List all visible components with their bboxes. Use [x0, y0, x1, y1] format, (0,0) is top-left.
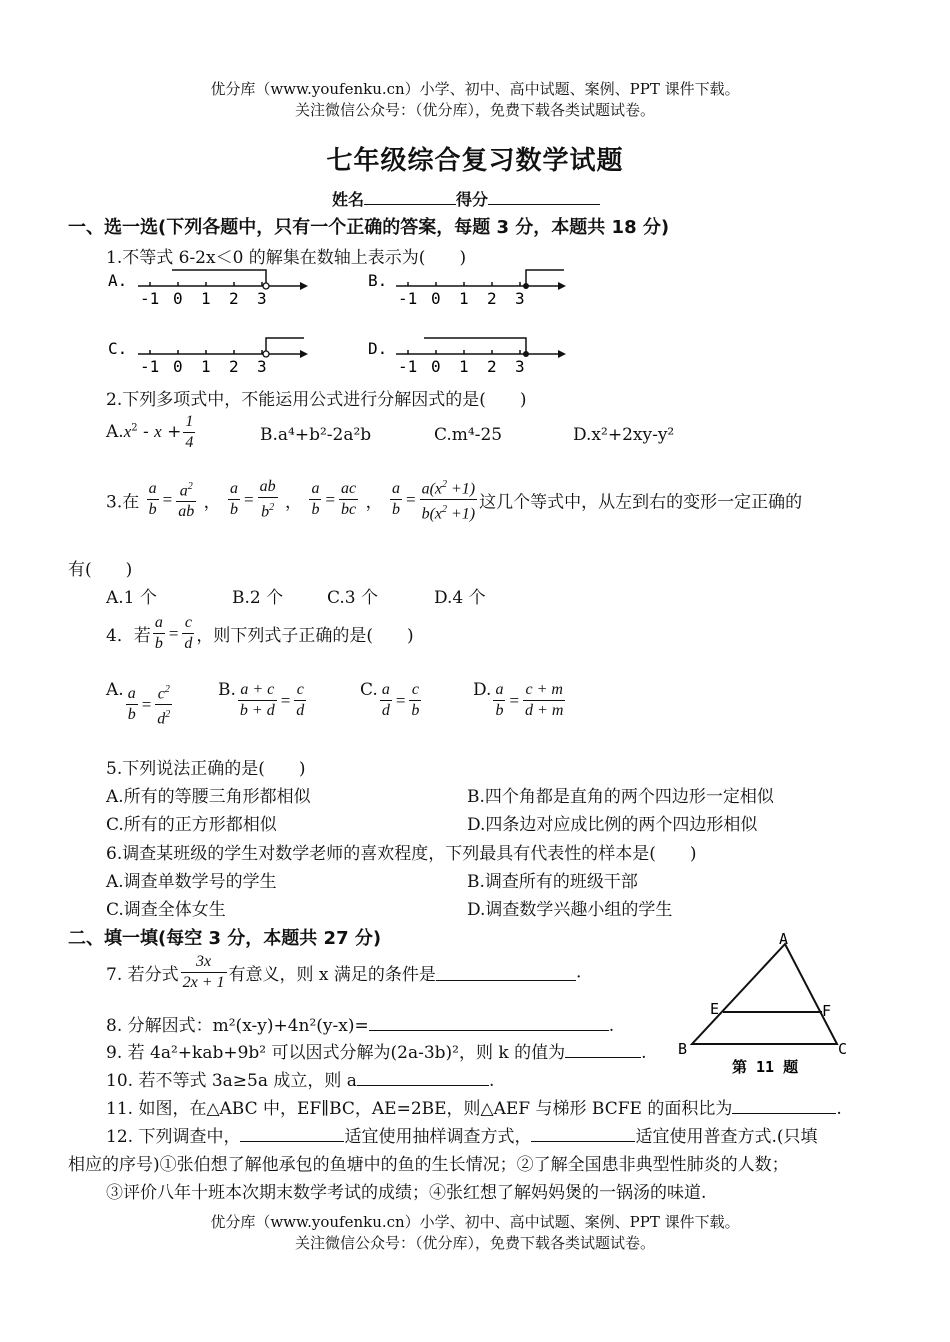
- figure-caption: 第 11 题: [732, 1058, 799, 1076]
- q3-option-a: A.1 个: [106, 588, 157, 608]
- footer-line-2: 关注微信公众号：（优分库），免费下载各类试题试卷。: [294, 1234, 655, 1252]
- svg-text:1: 1: [459, 357, 469, 376]
- q1-number-lines: [100, 264, 580, 376]
- point-f-label: F: [822, 1002, 832, 1020]
- svg-text:-1: -1: [398, 357, 418, 376]
- svg-text:2: 2: [229, 357, 239, 376]
- header-line-2: 关注微信公众号：（优分库），免费下载各类试题试卷。: [294, 101, 655, 119]
- q9: 9. 若 4a²+kab+9b² 可以因式分解为(2a-3b)²，则 k 的值为 .: [106, 1043, 647, 1063]
- q11-answer-blank[interactable]: [732, 1097, 836, 1114]
- q6-option-a: A.调查单数学号的学生: [106, 872, 277, 892]
- q8-answer-blank[interactable]: [369, 1014, 609, 1031]
- svg-text:0: 0: [431, 289, 441, 308]
- number-line-d: [368, 338, 566, 376]
- triangle-abc: [692, 944, 837, 1044]
- q11-triangle-figure: [672, 932, 862, 1080]
- svg-text:3: 3: [257, 289, 267, 308]
- svg-text:1: 1: [201, 357, 211, 376]
- q5-option-a: A.所有的等腰三角形都相似: [106, 787, 311, 807]
- q1-stem: 1.不等式 6-2x＜0 的解集在数轴上表示为( ): [106, 248, 467, 268]
- svg-text:2: 2: [487, 289, 497, 308]
- name-label: 姓名: [332, 190, 365, 209]
- q2-stem: 2.下列多项式中，不能运用公式进行分解因式的是( ): [106, 390, 527, 410]
- q2-option-d: D.x²+2xy-y²: [573, 425, 675, 445]
- svg-text:2: 2: [229, 289, 239, 308]
- q12-blank-1[interactable]: [240, 1125, 344, 1142]
- number-line-c: [108, 338, 308, 376]
- q5-stem: 5.下列说法正确的是( ): [106, 759, 306, 779]
- svg-text:1: 1: [201, 289, 211, 308]
- q6-option-b: B.调查所有的班级干部: [467, 872, 638, 892]
- option-d-label: D.: [368, 339, 388, 358]
- q6-option-d: D.调查数学兴趣小组的学生: [467, 900, 673, 920]
- option-a-label: A.: [108, 271, 128, 290]
- svg-text:-1: -1: [140, 357, 160, 376]
- q4-option-a: A. $\frac{a}{b}$ = $\frac{c^2}{d^2}$: [106, 680, 171, 728]
- svg-text:0: 0: [173, 357, 183, 376]
- point-e-label: E: [710, 1000, 720, 1018]
- svg-text:3: 3: [515, 357, 525, 376]
- number-line-a: [108, 270, 308, 308]
- header-line-1: 优分库（www.youfenku.cn）小学、初中、高中试题、案例、PPT 课件下载。: [210, 80, 740, 98]
- q12-line-1: 12. 下列调查中， 适宜使用抽样调查方式， 适宜使用普查方式.(只填: [106, 1127, 818, 1147]
- q4-stem: 4．若 $\frac{a}{b}$ = $\frac{c}{d}$ ，则下列式子正确的是( ): [106, 614, 414, 652]
- q4-option-c: C. $\frac{a}{d}$ = $\frac{c}{b}$: [360, 680, 420, 719]
- svg-text:0: 0: [173, 289, 183, 308]
- q5-option-d: D.四条边对应成比例的两个四边形相似: [467, 815, 758, 835]
- q10: 10. 若不等式 3a≥5a 成立，则 a .: [106, 1071, 495, 1091]
- score-blank[interactable]: [488, 188, 600, 205]
- svg-text:0: 0: [431, 357, 441, 376]
- section-1-heading: 一、选一选(下列各题中，只有一个正确的答案，每题 3 分，本题共 18 分): [68, 217, 670, 238]
- q12-blank-2[interactable]: [531, 1125, 635, 1142]
- name-score-line: [332, 187, 600, 210]
- q12-line-3: ③评价八年十班本次期末数学考试的成绩；④张红想了解妈妈煲的一锅汤的味道.: [106, 1183, 707, 1203]
- q3-option-d: D.4 个: [434, 588, 486, 608]
- footer-line-1: 优分库（www.youfenku.cn）小学、初中、高中试题、案例、PPT 课件下载。: [210, 1213, 740, 1231]
- svg-text:-1: -1: [140, 289, 160, 308]
- svg-text:-1: -1: [398, 289, 418, 308]
- section-2-heading: 二、填一填(每空 3 分，本题共 27 分): [68, 928, 382, 949]
- svg-text:3: 3: [515, 289, 525, 308]
- q2-option-a: $A.x^2$ - x + $\frac{1}{4}$: [106, 413, 194, 451]
- q4-option-d: D. $\frac{a}{b}$ = $\frac{c + m}{d + m}$: [473, 680, 564, 719]
- q8: 8. 分解因式：m²(x-y)+4n²(y-x)= .: [106, 1016, 615, 1036]
- q3-line: 3.在 $\frac{a}{b}$ = $\frac{a^2}{ab}$ ， $\frac{a}{b}$ = $\frac{ab}{b^2}$ ， $\frac{a}{b}$ = $\frac{ac}{bc}$ ， $\frac{a}{b}$ = $\frac{a(x^2 +1)}{b(x^2 +1)}$ 这几个等式中，从左到右的变形一定正确的: [106, 475, 802, 525]
- q2-option-c: C.m⁴-25: [434, 425, 503, 445]
- svg-text:3: 3: [257, 357, 267, 376]
- q12-line-2: 相应的序号)①张伯想了解他承包的鱼塘中的鱼的生长情况；②了解全国患非典型性肺炎的人数；: [68, 1155, 789, 1175]
- q3-option-c: C.3 个: [327, 588, 379, 608]
- name-blank[interactable]: [364, 188, 456, 205]
- svg-text:1: 1: [459, 289, 469, 308]
- q6-option-c: C.调查全体女生: [106, 900, 226, 920]
- q5-option-c: C.所有的正方形都相似: [106, 815, 277, 835]
- vertex-c-label: C: [838, 1040, 848, 1058]
- svg-text:2: 2: [487, 357, 497, 376]
- q11: 11. 如图，在△ABC 中，EF∥BC，AE=2BE，则△AEF 与梯形 BCFE 的面积比为 .: [106, 1099, 842, 1119]
- number-line-b: [368, 270, 566, 308]
- q6-stem: 6.调查某班级的学生对数学老师的喜欢程度，下列最具有代表性的样本是( ): [106, 844, 697, 864]
- q9-answer-blank[interactable]: [565, 1041, 641, 1058]
- q2-option-b: B.a⁴+b²-2a²b: [260, 425, 372, 445]
- q7: 7. 若分式 $\frac{3x}{2x + 1}$ 有意义，则 x 满足的条件是 .: [106, 953, 582, 991]
- vertex-a-label: A: [779, 932, 789, 948]
- page-title: 七年级综合复习数学试题: [326, 146, 624, 176]
- vertex-b-label: B: [678, 1040, 688, 1058]
- q5-option-b: B.四个角都是直角的两个四边形一定相似: [467, 787, 774, 807]
- q4-option-b: B. $\frac{a + c}{b + d}$ = $\frac{c}{d}$: [218, 680, 305, 719]
- q3-continuation: 有( ): [68, 560, 133, 580]
- q3-option-b: B.2 个: [232, 588, 284, 608]
- option-b-label: B.: [368, 271, 388, 290]
- score-label: 得分: [456, 190, 489, 209]
- q7-answer-blank[interactable]: [436, 964, 576, 981]
- option-c-label: C.: [108, 339, 128, 358]
- q10-answer-blank[interactable]: [357, 1069, 489, 1086]
